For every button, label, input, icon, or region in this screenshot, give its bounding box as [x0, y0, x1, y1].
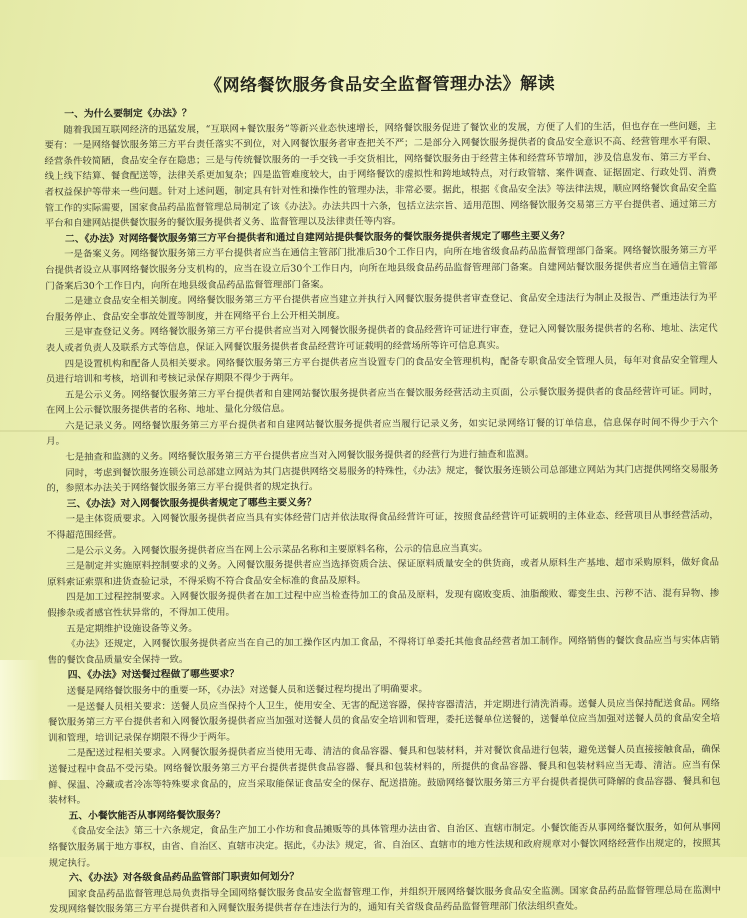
paragraph: 送餐是网络餐饮服务中的重要一环，《办法》对送餐人员和送餐过程均提出了明确要求。: [66, 683, 428, 697]
paragraph: 《办法》还规定，入网餐饮服务提供者应当在自己的加工操作区内加工食品，不得将订单委托其他食品经营者加工制作。网络销售的餐饮食品应当与实体店销售的餐饮食品质量安全保持一致。: [47, 635, 720, 666]
section-heading: 一、为什么要制定《办法》？: [64, 108, 192, 120]
paragraph: 一是备案义务。网络餐饮服务第三方平台提供者应当在通信主管部门批准后30个工作日内，向所在地省级食品药品监督管理部门备案。网络餐饮服务第三方平台提供者设立从事网络餐饮服务分支机构的，应当在设立后30个工作日内，向所在地县级食品药品监督管理部门备案。自建网站餐饮服务提供者应当在通信主管部门备案后30个工作日内，向所在地县级食品药品监督管理部门备案。: [45, 245, 718, 292]
section-heading: 五、小餐饮能否从事网络餐饮服务？: [68, 809, 226, 822]
paragraph: 三是审查登记义务。网络餐饮服务第三方平台提供者应当对入网餐饮服务提供者的食品经营许可证进行审查，登记入网餐饮服务提供者的名称、地址、法定代表人或者负责人及联系方式等信息，保证入网餐饮服务提供者食品经营许可证载明的经营场所等许可信息真实。: [45, 323, 718, 354]
document-body: [44, 68, 721, 918]
paragraph: 二是建立食品安全相关制度。网络餐饮服务第三方平台提供者应当建立并执行入网餐饮服务提供者审查登记、食品安全违法行为制止及报告、严重违法行为平台服务停止、食品安全事故处置等制度，并在网络平台上公开相关制度。: [45, 292, 718, 323]
paragraph: 二是公示义务。入网餐饮服务提供者应当在网上公示菜品名称和主要原料名称，公示的信息应当真实。: [65, 542, 488, 557]
paragraph: 《食品安全法》第三十六条规定，食品生产加工小作坊和食品摊贩等的具体管理办法由省、自治区、直辖市制定。小餐饮能否从事网络餐饮服务，如何从事网络餐饮服务属于地方事权，由省、自治区、直辖市决定。据此，《办法》规定，省、自治区、直辖市的地方性法规和政府规章对小餐饮网络经营作出规定的，按照其规定执行。: [48, 822, 721, 869]
section-heading: 四、《办法》对送餐过程做了哪些要求？: [67, 669, 240, 682]
paragraph: 一是主体资质要求。入网餐饮服务提供者应当具有实体经营门店并依法取得食品经营许可证，按照食品经营许可证载明的主体业态、经营项目从事经营活动，不得超范围经营。: [46, 510, 719, 542]
paragraph: 二是配送过程相关要求。入网餐饮服务提供者应当使用无毒、清洁的食品容器、餐具和包装材料，并对餐饮食品进行包装，避免送餐人员直接接触食品，确保送餐过程中食品不受污染。网络餐饮服务第三方平台提供者提供食品容器、餐具和包装材料的，所提供的食品容器、餐具和包装材料应当无毒、清洁。应当有保鲜、保温、冷藏或者冷冻等特殊要求食品的，应当采取能保证食品安全的保存、配送措施。鼓励网络餐饮服务第三方平台提供者提供可降解的食品容器、餐具和包装材料。: [48, 744, 721, 807]
paragraph: 五是公示义务。网络餐饮服务第三方平台提供者和自建网站餐饮服务提供者应当在餐饮服务经营活动主页面，公示餐饮服务提供者的食品经营许可证。同时，在网上公示餐饮服务提供者的名称、地址、量化分级信息。: [46, 385, 718, 417]
paragraph: 七是抽查和监测的义务。网络餐饮服务第三方平台提供者应当对入网餐饮服务提供者的经营行为进行抽查和监测。: [65, 449, 535, 463]
paragraph: 四是加工过程控制要求。入网餐饮服务提供者在加工过程中应当检查待加工的食品及原料，发现有腐败变质、油脂酸败、霉变生虫、污秽不洁、混有异物、掺假掺杂或者感官性状异常的，不得加工使用。: [47, 588, 720, 619]
paragraph: 四是设置机构和配备人员相关要求。网络餐饮服务第三方平台提供者应当设置专门的食品安全管理机构，配备专职食品安全管理人员，每年对食品安全管理人员进行培训和考核，培训和考核记录保存期限不得少于两年。: [45, 354, 718, 386]
paragraph: 国家食品药品监督管理总局负责指导全国网络餐饮服务食品安全监督管理工作，并组织开展网络餐饮服务食品安全监测。国家食品药品监督管理总局在监测中发现网络餐饮服务第三方平台提供者和入网餐饮服务提供者存在违法行为的，通知有关省级食品药品监督管理部门依法组织查处。: [49, 884, 722, 916]
paragraph: 三是制定并实施原料控制要求的义务。入网餐饮服务提供者应当选择资质合法、保证原料质量安全的供货商，或者从原料生产基地、超市采购原料，做好食品原料索证索票和进货查验记录，不得采购不符合食品安全标准的食品及原料。: [47, 557, 720, 588]
section-heading: 六、《办法》对各级食品药品监管部门职责如何划分？: [68, 871, 300, 884]
paragraph: 随着我国互联网经济的迅猛发展，“互联网+餐饮服务”等新兴业态快速增长，网络餐饮服务促进了餐饮业的发展，方便了人们的生活，但也存在一些问题，主要有：一是网络餐饮服务第三方平台责任落实不到位，对入网餐饮服务者审查把关不严；二是部分入网餐饮服务提供者的食品安全意识不高、经营管理水平有限、经营条件较简陋，食品安全存在隐患；三是与传统餐饮服务的一手交钱一手交货相比，网络餐饮服务由于经营主体和经营环节增加，涉及信息发布、第三方平台、线上线下结算、餐食配送等，法律关系更加复杂；四是监管难度较大，由于网络餐饮的虚拟性和跨地域特点，对行政管辖、案件调查、证据固定、行政处罚、消费者权益保护等带来一些问题。针对上述问题，制定具有针对性和操作性的管理办法，非常必要。据此，根据《食品安全法》等法律法规，顺应网络餐饮食品安全监管工作的实际需要，国家食品药品监督管理总局制定了该《办法》。办法共四十六条，包括立法宗旨、适用范围、网络餐饮服务交易第三方平台提供者、通过第三方平台和自建网站提供餐饮服务的餐饮服务提供者义务、监督管理以及法律责任等内容。: [44, 120, 717, 230]
paragraph: 同时，考虑到餐饮服务连锁公司总部建立网站为其门店提供网络交易服务的特殊性，《办法》规定，餐饮服务连锁公司总部建立网站为其门店提供网络交易服务的，参照本办法关于网络餐饮服务第三方平台提供者的规定执行。: [46, 463, 719, 495]
section-heading: 二、《办法》对网络餐饮服务第三方平台提供者和通过自建网站提供餐饮服务的餐饮服务提供者规定了哪些主要义务？: [64, 230, 570, 245]
section-heading: 三、《办法》对入网餐饮服务提供者规定了哪些主要义务？: [66, 497, 317, 510]
paragraph: 一是送餐人员相关要求：送餐人员应当保持个人卫生，使用安全、无害的配送容器，保持容器清洁，并定期进行清洗消毒。送餐人员应当保持配送食品。网络餐饮服务第三方平台提供者和入网餐饮服务提供者应当加强对送餐人员的食品安全培训和管理，委托送餐单位送餐的，送餐单位应当加强对送餐人员的食品安全培训和管理，培训记录保存期限不得少于两年。: [47, 697, 720, 744]
document-title: 《网络餐饮服务食品安全监督管理办法》解读: [205, 73, 556, 97]
paragraph: 六是记录义务。网络餐饮服务第三方平台提供者和自建网站餐饮服务提供者应当履行记录义务，如实记录网络订餐的订单信息，信息保存时间不得少于六个月。: [46, 416, 719, 448]
paragraph: 五是定期维护设施设备等义务。: [66, 622, 198, 635]
paper-fold-highlight: [0, 660, 40, 780]
